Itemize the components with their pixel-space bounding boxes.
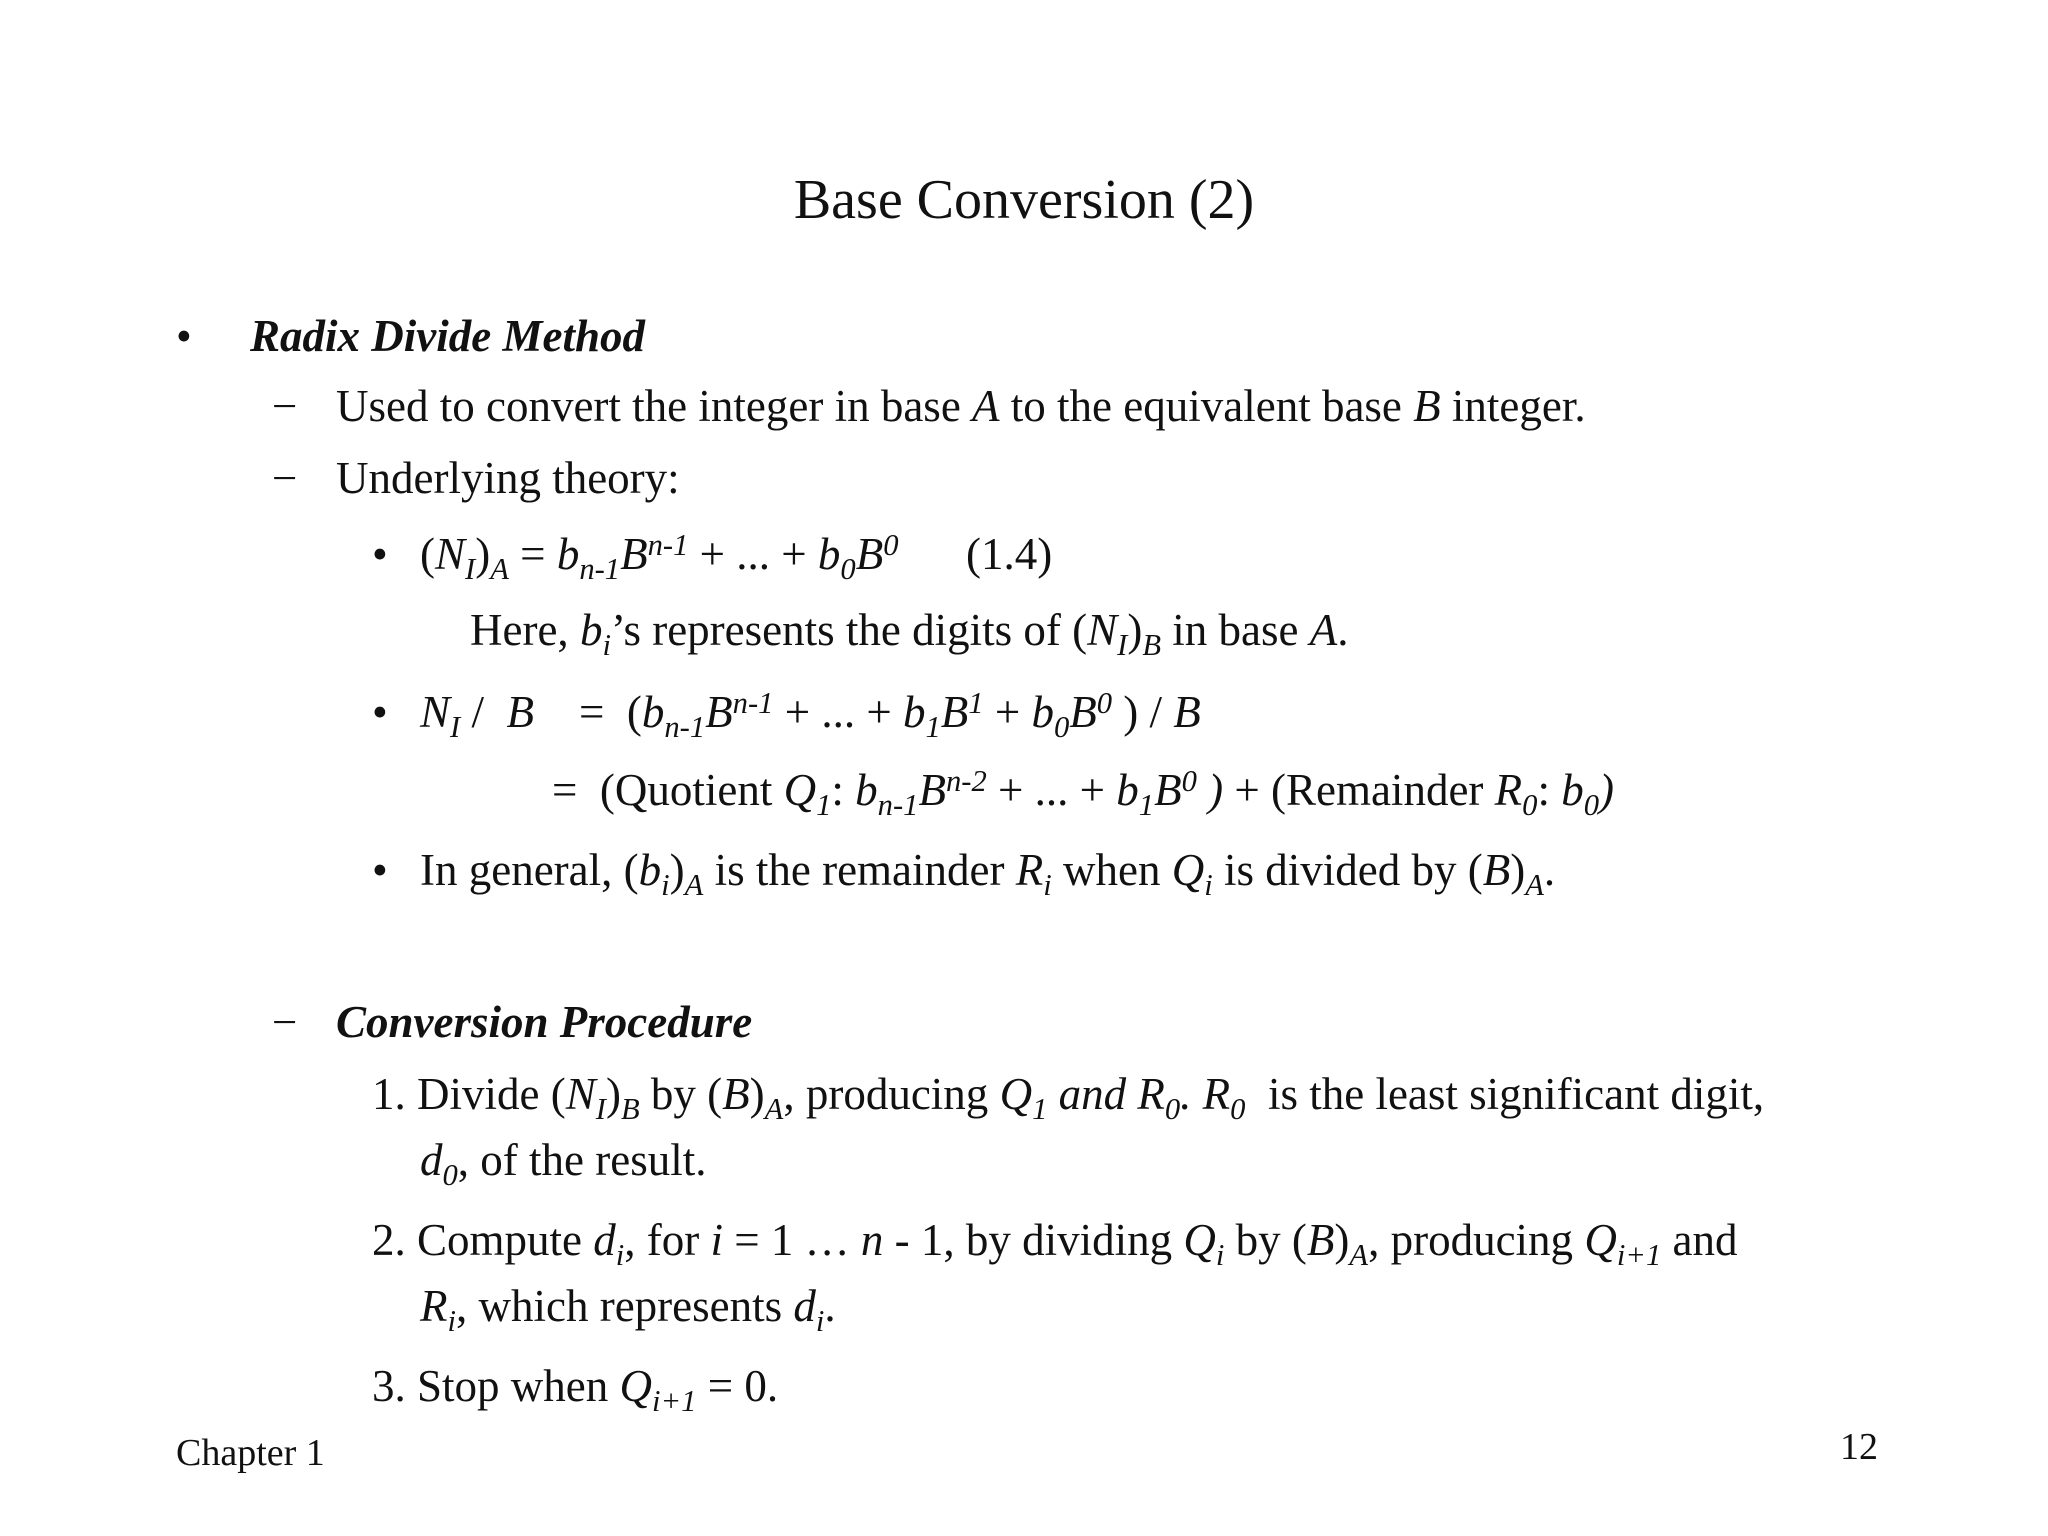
bullet-icon: •: [372, 687, 388, 737]
footer-chapter: Chapter 1: [176, 1432, 325, 1474]
procedure-step-1-continued: $d_0$, of the result.: [420, 1135, 707, 1192]
slide-title: Base Conversion (2): [793, 169, 1255, 231]
heading-radix-divide-method: Radix Divide Method: [250, 311, 645, 361]
sub-item-purpose: Used to convert the integer in base A to the equivalent base B integer.: [336, 381, 1586, 431]
dash-icon: −: [272, 381, 298, 431]
dash-icon: −: [272, 997, 298, 1047]
procedure-step-3: 3. Stop when $Q_{i+1} = 0$.: [372, 1361, 779, 1418]
heading-conversion-procedure: Conversion Procedure: [336, 997, 753, 1047]
page-number: 12: [1840, 1426, 1878, 1468]
general-statement: In general, $(b_i)_A$ is the remainder $R_i$ when $Q_i$ is divided by $(B)_A$.: [420, 845, 1556, 902]
procedure-step-2-continued: $R_i$, which represents $d_i$.: [420, 1281, 836, 1338]
bullet-icon: •: [372, 529, 388, 579]
procedure-step-2: 2. Compute $d_i$, for i = 1 … n - 1, by dividing $Q_i$ by $(B)_A$, producing $Q_{i+1}$ and: [372, 1215, 1738, 1272]
sub-item-theory: Underlying theory:: [336, 453, 680, 503]
procedure-step-1: 1. Divide $(N_I)_B$ by $(B)_A$, producing $Q_1$ and $R_0$. $R_0$ is the least significant digit,: [372, 1069, 1765, 1126]
equation-division: $N_I$ / B = ($b_{n-1}B^{n-1}$ + ... + $b_1B^1 + b_0B^0$ ) / B: [420, 686, 1201, 744]
equation-1-4: $(N_I)_A = b_{n-1}B^{n-1}$ + ... + $b_0B^0$ (1.4): [420, 528, 1053, 586]
equation-1-4-note: Here, $b_i’s$ represents the digits of $(N_I)_B$ in base A.: [470, 605, 1349, 662]
bullet-icon: •: [176, 311, 192, 361]
bullet-icon: •: [372, 845, 388, 895]
equation-division-continued: = (Quotient $Q_1$: $b_{n-1}B^{n-2}$ + ... + $b_1B^0$ ) + (Remainder $R_0$: $b_0$): [552, 764, 1615, 822]
dash-icon: −: [272, 453, 298, 503]
